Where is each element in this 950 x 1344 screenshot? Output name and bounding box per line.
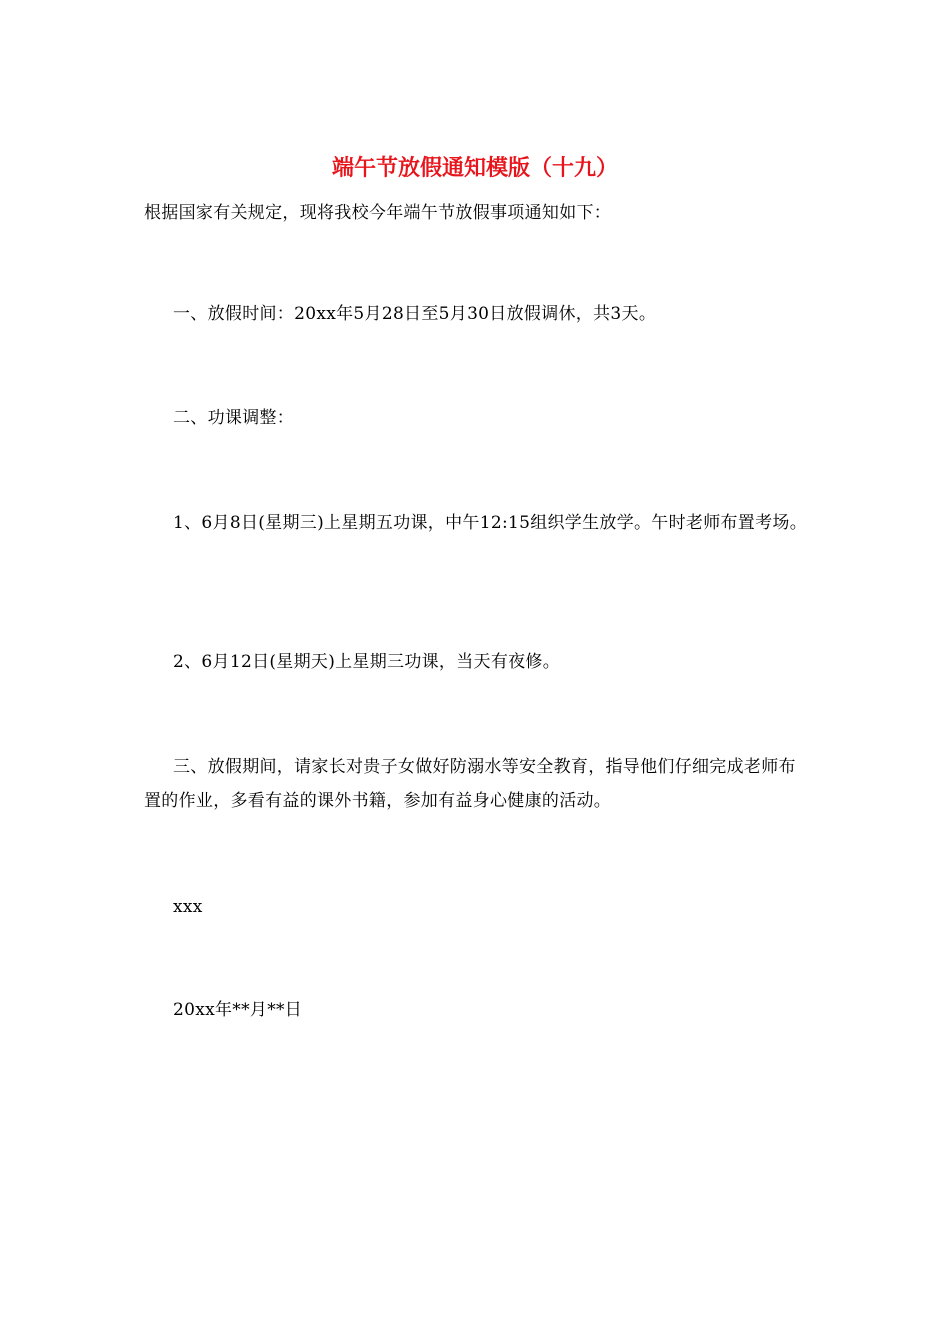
intro-paragraph: 根据国家有关规定，现将我校今年端午节放假事项通知如下：: [144, 203, 612, 223]
adjustment-item-1: 1、6月8日(星期三)上星期五功课，中午12:15组织学生放学。午时老师布置考场。: [173, 513, 808, 533]
document-title: 端午节放假通知模版（十九）: [331, 155, 618, 181]
section-class-adjustment: 二、功课调整：: [173, 408, 295, 428]
section-holiday-time: 一、放假时间：20xx年5月28日至5月30日放假调休，共3天。: [173, 304, 657, 324]
signature: xxx: [173, 897, 203, 917]
section-safety-notice: 三、放假期间，请家长对贵子女做好防溺水等安全教育，指导他们仔细完成老师布置的作业，多看有益的课外书籍，参加有益身心健康的活动。: [144, 757, 796, 811]
adjustment-item-2: 2、6月12日(星期天)上星期三功课，当天有夜修。: [173, 652, 561, 672]
notice-date: 20xx年**月**日: [173, 1000, 303, 1020]
